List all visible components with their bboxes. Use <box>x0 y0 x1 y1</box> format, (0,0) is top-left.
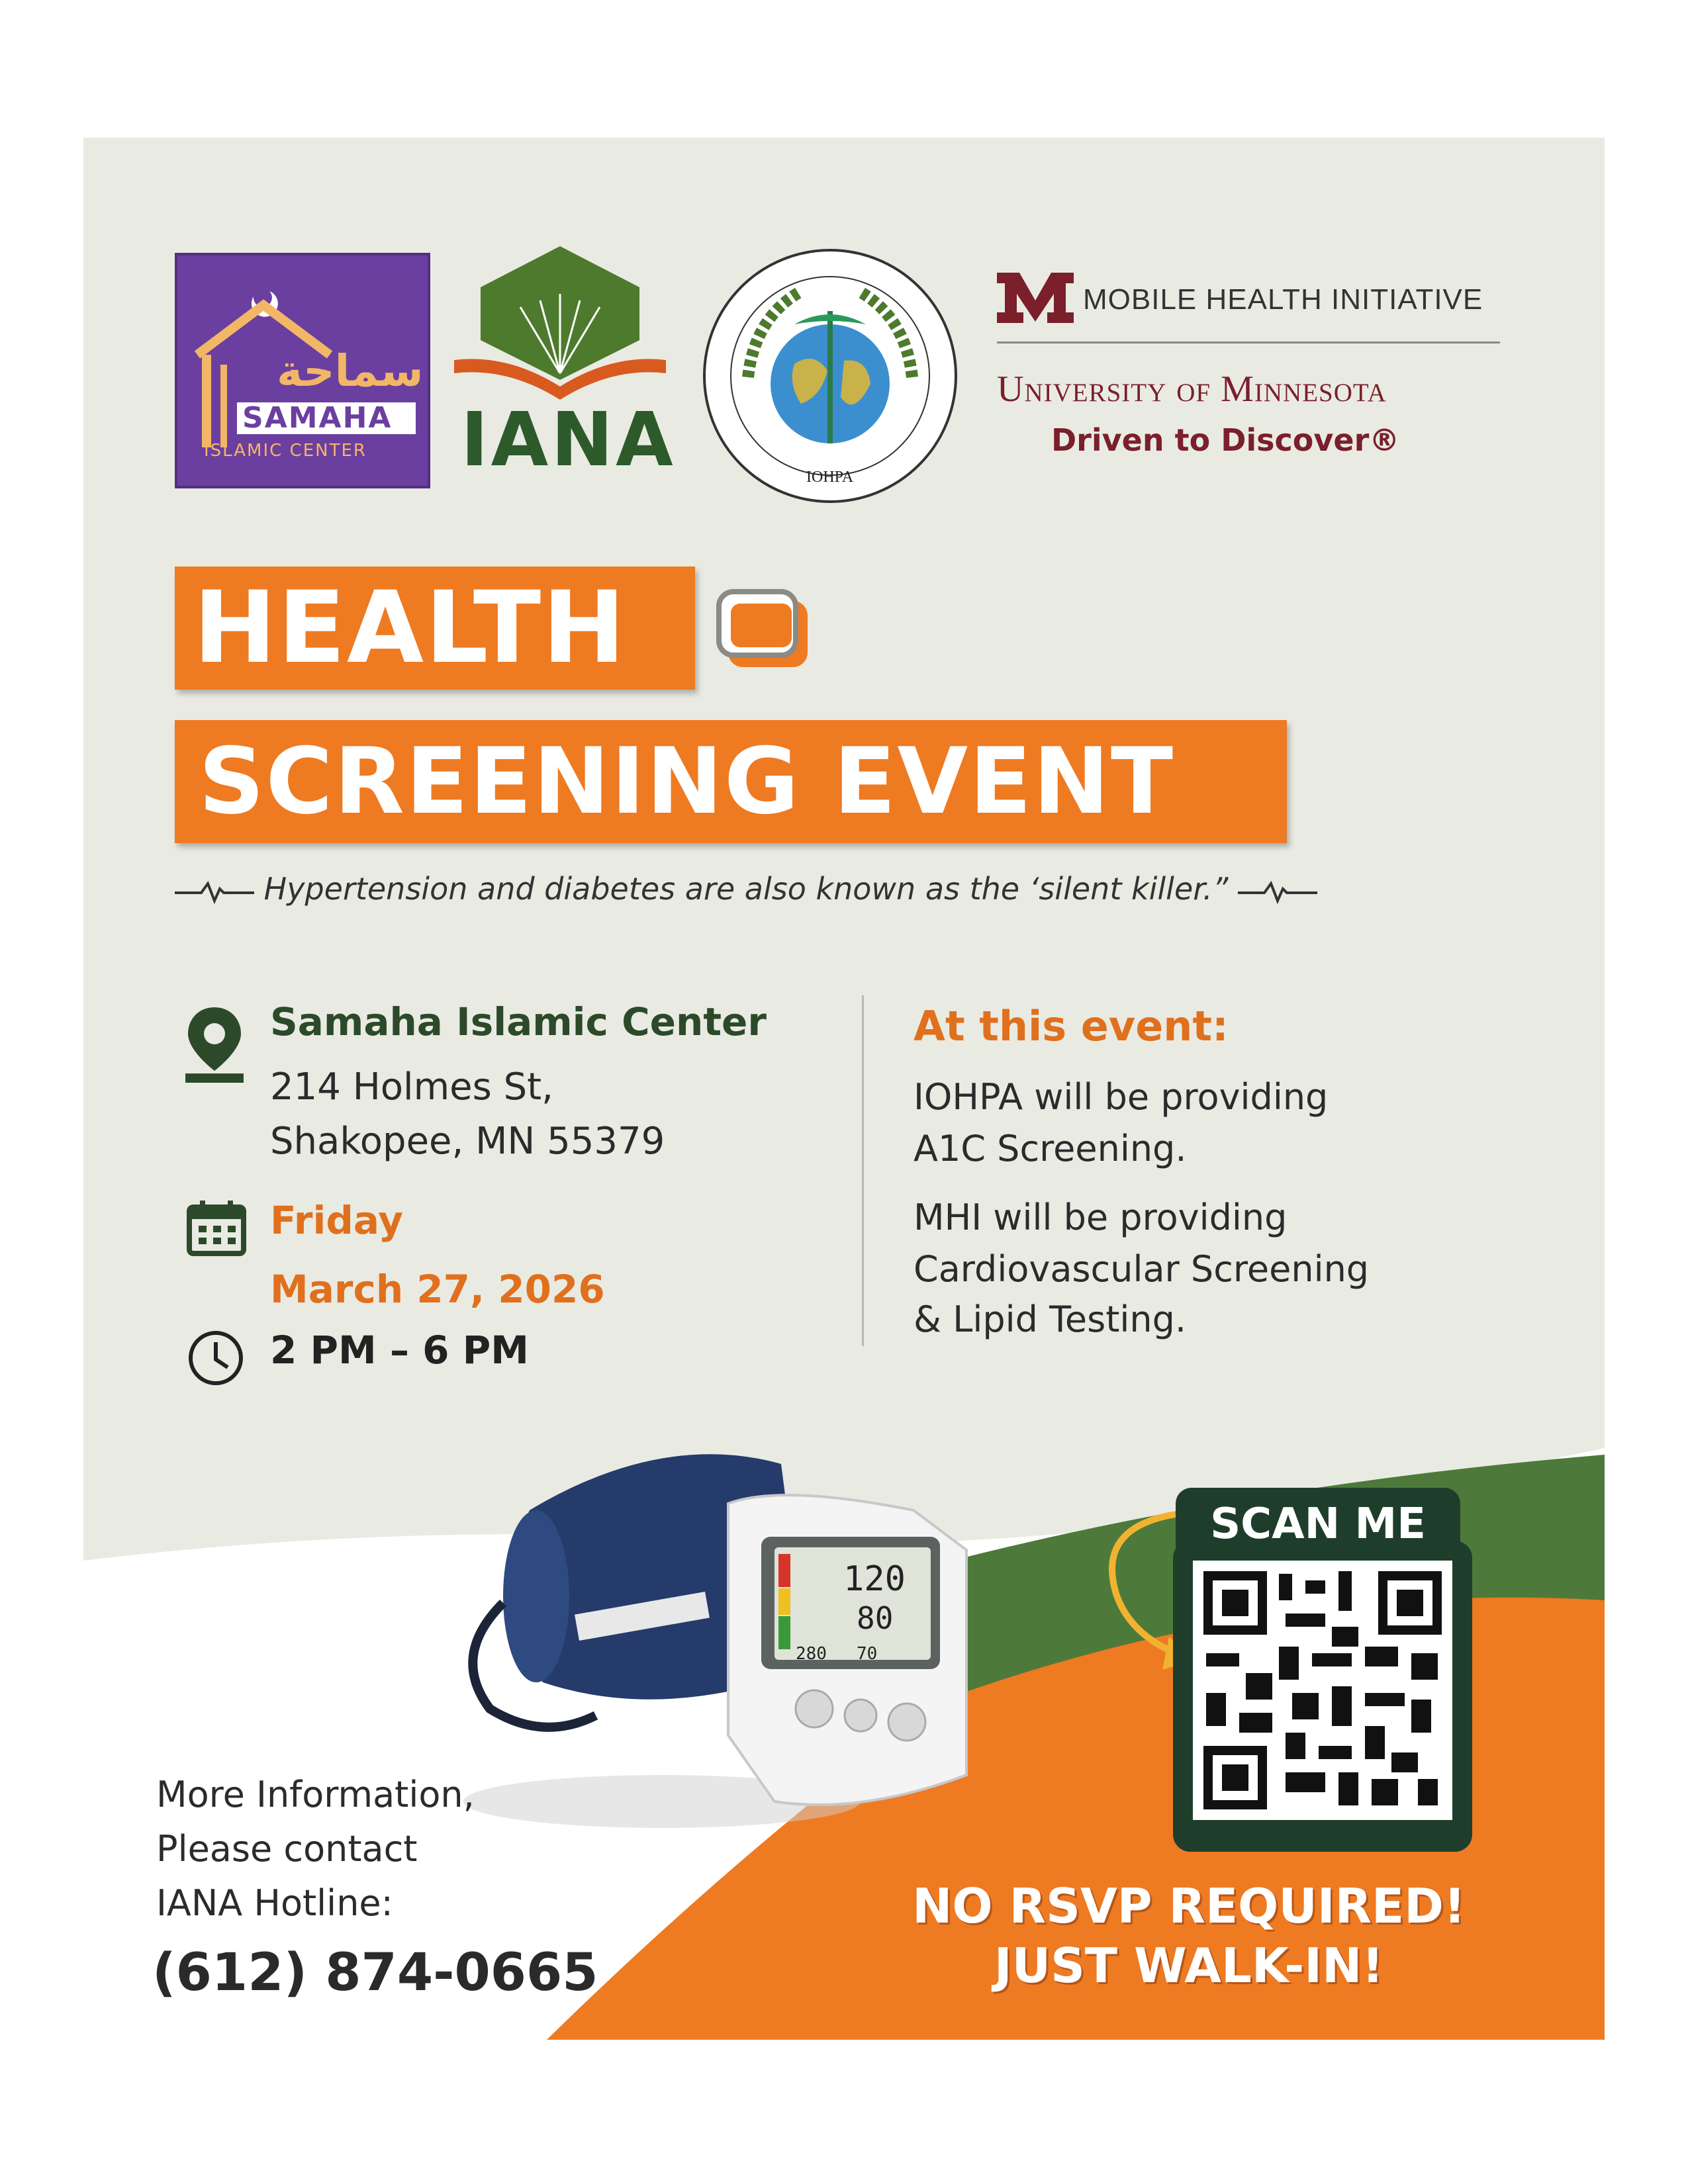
event-time: 2 PM – 6 PM <box>270 1328 529 1373</box>
venue-name: Samaha Islamic Center <box>270 999 767 1044</box>
event-date: March 27, 2026 <box>270 1267 605 1312</box>
event-item1-line1: IOHPA will be providing <box>914 1076 1329 1118</box>
mhi-text: MOBILE HEALTH INITIATIVE <box>1083 283 1483 316</box>
umn-slogan: Driven to Discover® <box>1051 422 1400 458</box>
clock-icon <box>187 1329 245 1387</box>
iana-name: IANA <box>461 397 676 483</box>
title-health: HEALTH <box>175 567 695 690</box>
flyer <box>83 138 1605 2040</box>
title-screening-event: SCREENING EVENT <box>175 720 1287 843</box>
tagline <box>175 871 1432 917</box>
address-line2: Shakopee, MN 55379 <box>270 1120 665 1163</box>
iohpa-name: IOHPA <box>806 469 854 486</box>
event-day: Friday <box>270 1198 404 1243</box>
event-item1-line2: A1C Screening. <box>914 1128 1187 1169</box>
mhi-logo <box>997 269 1526 328</box>
event-item2-line1: MHI will be providing <box>914 1197 1288 1238</box>
heartbeat-icon <box>175 878 254 905</box>
samaha-logo <box>175 253 430 488</box>
scan-me-label: SCAN ME <box>1176 1488 1460 1561</box>
umn-name: University of Minnesota <box>997 369 1387 410</box>
hotline-phone[interactable]: (612) 874-0665 <box>152 1943 598 2003</box>
walk-in-text: JUST WALK-IN! <box>994 1938 1384 1993</box>
event-item2-line3: & Lipid Testing. <box>914 1298 1187 1340</box>
monitor-pulse: 280 <box>796 1644 827 1664</box>
iohpa-seal <box>695 245 965 507</box>
qr-code[interactable] <box>1193 1561 1452 1820</box>
umn-divider <box>997 341 1500 343</box>
umn-logo-block <box>997 269 1526 487</box>
address-line1: 214 Holmes St, <box>270 1066 553 1109</box>
monitor-extra: 70 <box>857 1644 878 1664</box>
samaha-sub: ISLAMIC CENTER <box>204 441 367 461</box>
calendar-icon <box>187 1199 246 1256</box>
title-square-icon <box>715 588 814 674</box>
location-pin-icon <box>183 1005 246 1084</box>
contact-line1: More Information, <box>156 1774 475 1815</box>
event-item2-line2: Cardiovascular Screening <box>914 1248 1370 1290</box>
event-heading: At this event: <box>914 1002 1229 1050</box>
contact-line3: IANA Hotline: <box>156 1882 393 1924</box>
samaha-name: SAMAHA <box>242 401 393 435</box>
blood-pressure-monitor <box>463 1431 1092 1854</box>
umn-m-icon <box>997 271 1074 324</box>
contact-line2: Please contact <box>156 1828 418 1870</box>
heartbeat-icon <box>1238 878 1317 905</box>
iana-logo <box>441 241 679 483</box>
column-divider <box>862 995 864 1346</box>
monitor-systolic: 120 <box>843 1559 906 1599</box>
monitor-diastolic: 80 <box>857 1600 894 1636</box>
no-rsvp-text: NO RSVP REQUIRED! <box>912 1878 1466 1934</box>
tagline-text: Hypertension and diabetes are also known as the ‘silent killer.” <box>263 871 1229 907</box>
samaha-arabic: سماحة <box>277 345 424 396</box>
